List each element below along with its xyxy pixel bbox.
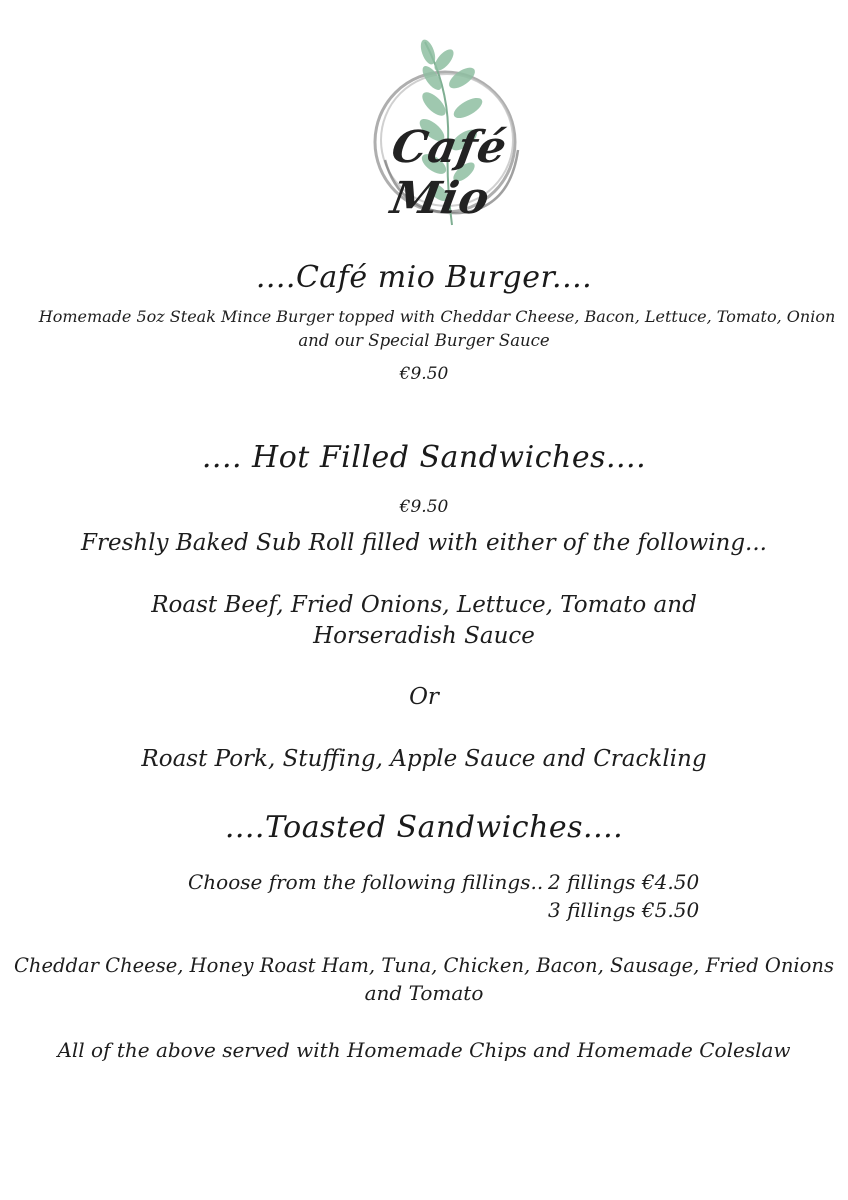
toasted-fillings-line1: Cheddar Cheese, Honey Roast Ham, Tuna, Chicken, Bacon, Sausage, Fried Onions [14,954,834,977]
burger-heading: ....Café mio Burger.... [255,260,593,295]
burger-desc-line2: and our Special Burger Sauce [298,331,550,350]
footer-note: All of the above served with Homemade Chips and Homemade Coleslaw [57,1038,791,1062]
toasted-price-2-fillings: 2 fillings €4.50 [548,870,700,894]
hot-option1-line2: Horseradish Sauce [313,623,535,649]
hot-sandwiches-price: €9.50 [399,497,449,517]
toasted-fillings-line2: and Tomato [364,981,484,1005]
toasted-price-3-fillings: 3 fillings €5.50 [548,898,700,922]
burger-price: €9.50 [399,364,449,384]
logo-text: Café Mio [387,122,512,224]
hot-sandwiches-heading: .... Hot Filled Sandwiches.... [201,440,647,475]
hot-sandwiches-intro: Freshly Baked Sub Roll filled with either of the following... [81,530,767,556]
toasted-choose-text: Choose from the following fillings.. [188,870,544,894]
hot-option1-line1: Roast Beef, Fried Onions, Lettuce, Tomato and [151,592,697,618]
hot-option2: Roast Pork, Stuffing, Apple Sauce and Crackling [141,746,707,772]
hot-or: Or [409,684,439,710]
cafe-logo [340,30,550,230]
burger-desc-line1: Homemade 5oz Steak Mince Burger topped with Cheddar Cheese, Bacon, Lettuce, Tomato, Onion [38,307,836,326]
toasted-sandwiches-heading: ....Toasted Sandwiches.... [224,810,624,845]
